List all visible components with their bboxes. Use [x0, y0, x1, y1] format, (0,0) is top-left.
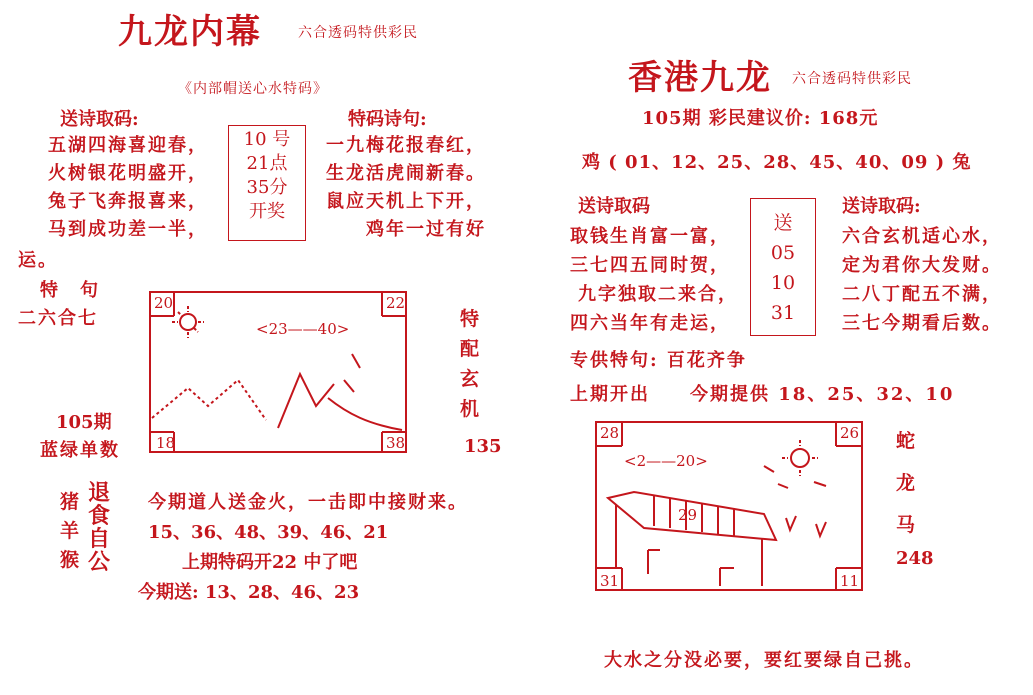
right-poem-right-3: 二八丁配五不满，	[842, 284, 1002, 305]
left-issue: 105期	[56, 412, 112, 433]
left-sketch-mountain	[278, 374, 334, 428]
left-sketch-br: 38	[386, 434, 406, 452]
left-sketch	[148, 288, 410, 456]
right-sketch-tr: 26	[840, 424, 860, 442]
right-footer: 大水之分没必要，要红要绿自己挑。	[604, 650, 924, 671]
left-sketch-hills	[152, 380, 266, 420]
left-retreat-3: 自	[88, 526, 111, 552]
left-side-char-4: 机	[460, 398, 480, 420]
left-side-char-2: 配	[460, 338, 480, 360]
right-poem-left-1: 取钱生肖富一富，	[570, 226, 730, 247]
left-retreat-vertical	[88, 482, 110, 574]
left-sketch-tr: 22	[386, 294, 406, 312]
left-poem-line-4: 马到成功差一半，	[48, 219, 208, 240]
left-send-line: 今期送: 13、28、46、23	[138, 582, 360, 603]
right-price-line: 105期 彩民建议价: 168元	[642, 108, 879, 129]
left-code-line-1: 一九梅花报春红，	[326, 135, 486, 156]
left-draw-hour: 21点	[246, 153, 288, 174]
left-dao-line: 今期道人送金火，一击即中接财来。	[148, 492, 468, 513]
left-note: 《内部帽送心水特码》	[178, 81, 328, 97]
left-title: 九龙内幕	[118, 12, 262, 52]
left-side-number: 135	[464, 436, 502, 457]
right-last-label: 上期开出	[570, 384, 650, 405]
left-poem-line-1: 五湖四海喜迎春，	[48, 135, 208, 156]
right-sketch-frame	[596, 422, 862, 590]
right-send-values	[750, 208, 816, 328]
left-zodiac-1: 猪	[60, 491, 80, 513]
right-poem-left	[570, 222, 738, 338]
right-poem-header-right: 送诗取码:	[842, 196, 921, 217]
left-side-char-3: 玄	[460, 368, 480, 390]
left-poem-lines	[48, 132, 208, 244]
left-retreat-2: 食	[88, 503, 111, 529]
left-retreat-1: 退	[88, 480, 111, 506]
left-zodiac-2: 羊	[60, 520, 80, 542]
right-sketch-grass	[786, 516, 826, 536]
left-draw-label: 开奖	[249, 201, 285, 222]
left-code-wrap: 运。	[18, 250, 58, 271]
left-special-label: 特 句	[40, 280, 100, 301]
left-issue-label: 蓝绿单数	[40, 440, 120, 461]
right-sketch-door	[648, 550, 734, 586]
left-special-text: 二六合七	[18, 308, 98, 329]
right-send-num-3: 31	[770, 302, 796, 324]
left-sketch-range: <23——40>	[256, 320, 350, 338]
right-chicken-line: 鸡 ( 01、12、25、28、45、40、09 ) 兔	[582, 152, 972, 173]
left-poem-header: 送诗取码:	[60, 109, 139, 130]
left-sketch-birds	[344, 354, 360, 392]
left-code-lines	[326, 132, 486, 244]
right-send-num-1: 05	[770, 242, 796, 264]
left-code-line-2: 生龙活虎闹新春。	[326, 163, 486, 184]
right-special-line: 专供特句: 百花齐争	[570, 350, 747, 371]
right-send-label: 送	[773, 212, 793, 234]
left-code-header: 特码诗句:	[348, 109, 427, 130]
left-last-special: 上期特码开22 中了吧	[182, 552, 358, 573]
right-subtitle: 六合透码特供彩民	[792, 71, 912, 87]
right-poem-left-2: 三七四五同时贺，	[570, 255, 730, 276]
right-sketch-house-number: 29	[678, 506, 698, 524]
right-side-char-3: 马	[896, 514, 916, 536]
left-poem-line-3: 兔子飞奔报喜来，	[48, 191, 208, 212]
left-dao-numbers: 15、36、48、39、46、21	[148, 522, 389, 543]
right-sketch-tl: 28	[600, 424, 620, 442]
left-sketch-tl: 20	[154, 294, 174, 312]
right-side-vertical	[896, 420, 915, 546]
right-side-number: 248	[896, 548, 934, 569]
right-sketch-sun	[791, 449, 809, 467]
right-sketch-bl: 31	[600, 572, 620, 590]
right-poem-left-4: 四六当年有走运，	[570, 313, 730, 334]
left-code-line-3: 鼠应天机上下开，	[326, 191, 486, 212]
left-retreat-4: 公	[88, 549, 111, 575]
right-side-char-2: 龙	[896, 472, 916, 494]
right-poem-right-4: 三七今期看后数。	[842, 313, 1002, 334]
right-poem-right-1: 六合玄机适心水，	[842, 226, 1002, 247]
right-poem-right	[842, 222, 1002, 338]
left-zodiac-3: 猴	[60, 549, 80, 571]
right-side-char-1: 蛇	[896, 430, 916, 452]
right-send-num-2: 10	[770, 272, 796, 294]
left-draw-issue: 10 号	[243, 129, 291, 150]
left-poem-line-2: 火树银花明盛开，	[48, 163, 208, 184]
left-sketch-sun	[180, 314, 196, 330]
left-subtitle: 六合透码特供彩民	[298, 25, 418, 41]
right-offer-line: 今期提供 18、25、32、10	[690, 384, 955, 405]
right-poem-right-2: 定为君你大发财。	[842, 255, 1002, 276]
right-poem-left-3: 九字独取二来合，	[578, 284, 738, 305]
left-sketch-wave	[328, 398, 402, 430]
left-sketch-bl: 18	[156, 434, 176, 452]
left-side-char-1: 特	[460, 308, 480, 330]
left-side-vertical	[460, 304, 479, 424]
right-title: 香港九龙	[628, 58, 772, 98]
left-code-line-4: 鸡年一过有好	[366, 219, 486, 240]
right-sketch-br: 11	[840, 572, 860, 590]
right-sketch	[594, 418, 866, 594]
left-draw-time	[228, 128, 306, 224]
right-sketch-birds	[764, 466, 826, 488]
left-draw-minute: 35分	[246, 177, 288, 198]
right-sketch-range: <2——20>	[624, 452, 708, 470]
left-zodiac-vertical	[60, 488, 79, 575]
right-poem-header-left: 送诗取码	[578, 196, 650, 217]
